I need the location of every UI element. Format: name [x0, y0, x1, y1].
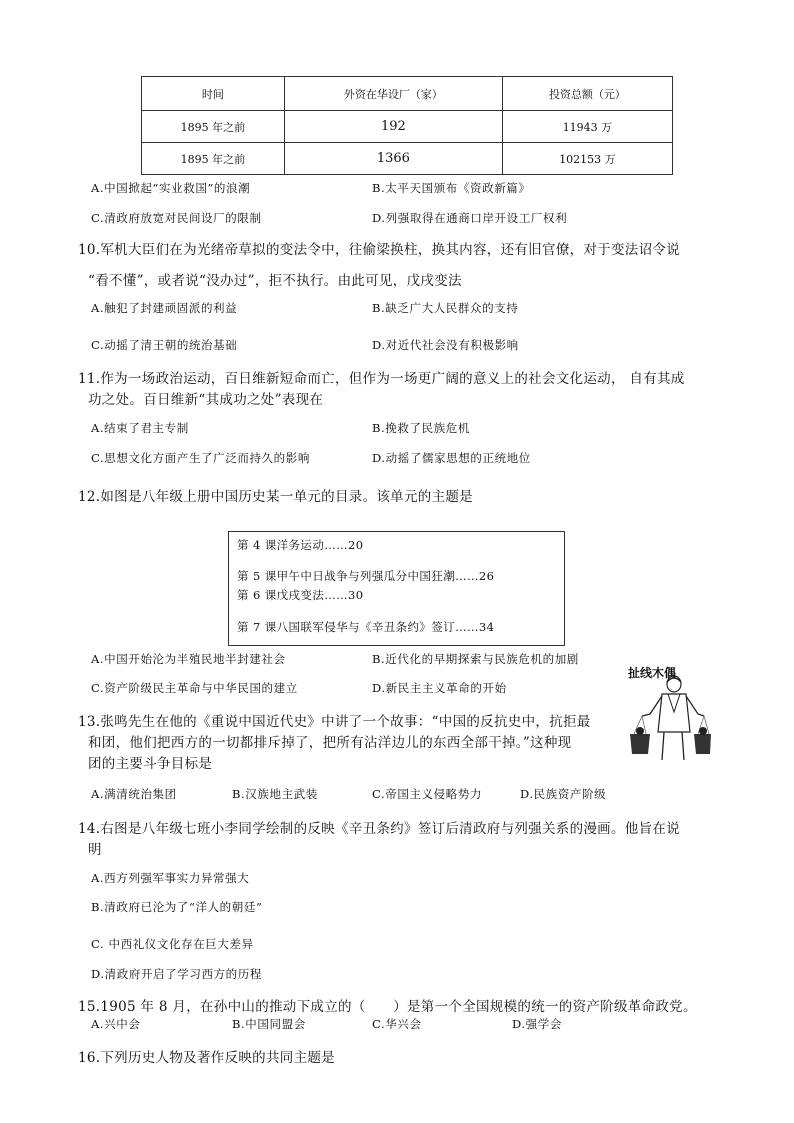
q10-option-a: A.触犯了封建顽固派的利益: [91, 301, 238, 315]
table-cell: 1366: [284, 143, 502, 175]
table-row: [142, 143, 673, 175]
toc-line: 第 7 课八国联军侵华与《辛丑条约》签订……34: [237, 620, 495, 634]
q9-option-a: A.中国掀起“实业救国”的浪潮: [91, 181, 251, 195]
q13-stem: 13.张鸣先生在他的《重说中国近代史》中讲了一个故事：“中国的反抗史中，抗拒最: [78, 714, 591, 730]
q12-option-b: B.近代化的早期探索与民族危机的加剧: [372, 652, 579, 666]
table-cell: 192: [284, 111, 502, 143]
table-header-cell: 外资在华设厂（家）: [284, 77, 502, 111]
toc-line: 第 6 课戊戌变法……30: [237, 588, 364, 602]
q13-option-d: D.民族资产阶级: [520, 787, 607, 801]
q15-stem: 15.1905 年 8 月，在孙中山的推动下成立的（ ）是第一个全国规模的统一的资产阶级革命政党。: [78, 999, 697, 1015]
q9-option-c: C.清政府放宽对民间设厂的限制: [91, 211, 262, 225]
q10-option-c: C.动摇了清王朝的统治基础: [91, 338, 238, 352]
table-header-cell: 投资总额（元）: [502, 77, 672, 111]
q14-stem-cont: 明: [88, 842, 102, 858]
q15-option-a: A.兴中会: [91, 1017, 141, 1031]
q10-option-b: B.缺乏广大人民群众的支持: [372, 301, 519, 315]
q13-option-a: A.满清统治集团: [91, 787, 177, 801]
q14-stem: 14.右图是八年级七班小李同学绘制的反映《辛丑条约》签订后清政府与列强关系的漫画。他旨在说: [78, 821, 680, 837]
cartoon-caption: 扯线木偶: [628, 666, 677, 680]
q12-option-a: A.中国开始沦为半殖民地半封建社会: [91, 652, 286, 666]
table-cell: 102153 万: [502, 143, 672, 175]
table-row: [142, 111, 673, 143]
q15-option-c: C.华兴会: [372, 1017, 422, 1031]
q15-option-b: B.中国同盟会: [232, 1017, 306, 1031]
q10-stem: 10.军机大臣们在为光绪帝草拟的变法令中，往偷梁换柱，换其内容，还有旧官僚，对于变法诏令说: [78, 242, 680, 258]
table-header-row: [142, 77, 673, 111]
q11-stem: 11.作为一场政治运动，百日维新短命而亡，但作为一场更广阔的意义上的社会文化运动， 自有其成: [78, 371, 685, 387]
table-of-contents-box: [228, 531, 565, 646]
q10-stem-cont: “看不懂”，或者说“没办过”，拒不执行。由此可见，戊戌变法: [88, 273, 462, 289]
q13-stem-cont2: 团的主要斗争目标是: [88, 756, 213, 772]
q13-option-c: C.帝国主义侵略势力: [372, 787, 483, 801]
q9-option-d: D.列强取得在通商口岸开设工厂权利: [372, 211, 568, 225]
q14-option-c: C. 中西礼仪文化存在巨大差异: [91, 937, 254, 951]
table-cell: 1895 年之前: [142, 143, 285, 175]
table-cell: 11943 万: [502, 111, 672, 143]
q14-option-a: A.西方列强军事实力异常强大: [91, 871, 250, 885]
q13-option-b: B.汉族地主武装: [232, 787, 318, 801]
q12-stem: 12.如图是八年级上册中国历史某一单元的目录。该单元的主题是: [78, 489, 473, 505]
q15-option-d: D.强学会: [512, 1017, 562, 1031]
table-cell: 1895 年之前: [142, 111, 285, 143]
q11-option-b: B.挽救了民族危机: [372, 421, 471, 435]
puppet-cartoon: [612, 662, 712, 762]
q14-option-d: D.清政府开启了学习西方的历程: [91, 967, 262, 981]
q11-option-a: A.结束了君主专制: [91, 421, 189, 435]
q14-option-b: B.清政府已沦为了“洋人的朝廷”: [91, 900, 263, 914]
table-header-cell: 时间: [142, 77, 285, 111]
q16-stem: 16.下列历史人物及著作反映的共同主题是: [78, 1050, 335, 1066]
q13-stem-cont: 和团，他们把西方的一切都排斥掉了，把所有沾洋边儿的东西全部干掉。”这种现: [88, 735, 572, 751]
q11-option-c: C.思想文化方面产生了广泛而持久的影响: [91, 451, 310, 465]
q11-stem-cont: 功之处。百日维新“其成功之处”表现在: [88, 392, 324, 408]
toc-line: 第 5 课甲午中日战争与列强瓜分中国狂潮……26: [237, 569, 495, 583]
toc-line: 第 4 课洋务运动……20: [237, 538, 364, 552]
q10-option-d: D.对近代社会没有积极影响: [372, 338, 519, 352]
investment-table: [141, 76, 673, 175]
q12-option-d: D.新民主主义革命的开始: [372, 681, 507, 695]
q12-option-c: C.资产阶级民主革命与中华民国的建立: [91, 681, 298, 695]
q11-option-d: D.动摇了儒家思想的正统地位: [372, 451, 531, 465]
q9-option-b: B.太平天国颁布《资政新篇》: [372, 181, 531, 195]
